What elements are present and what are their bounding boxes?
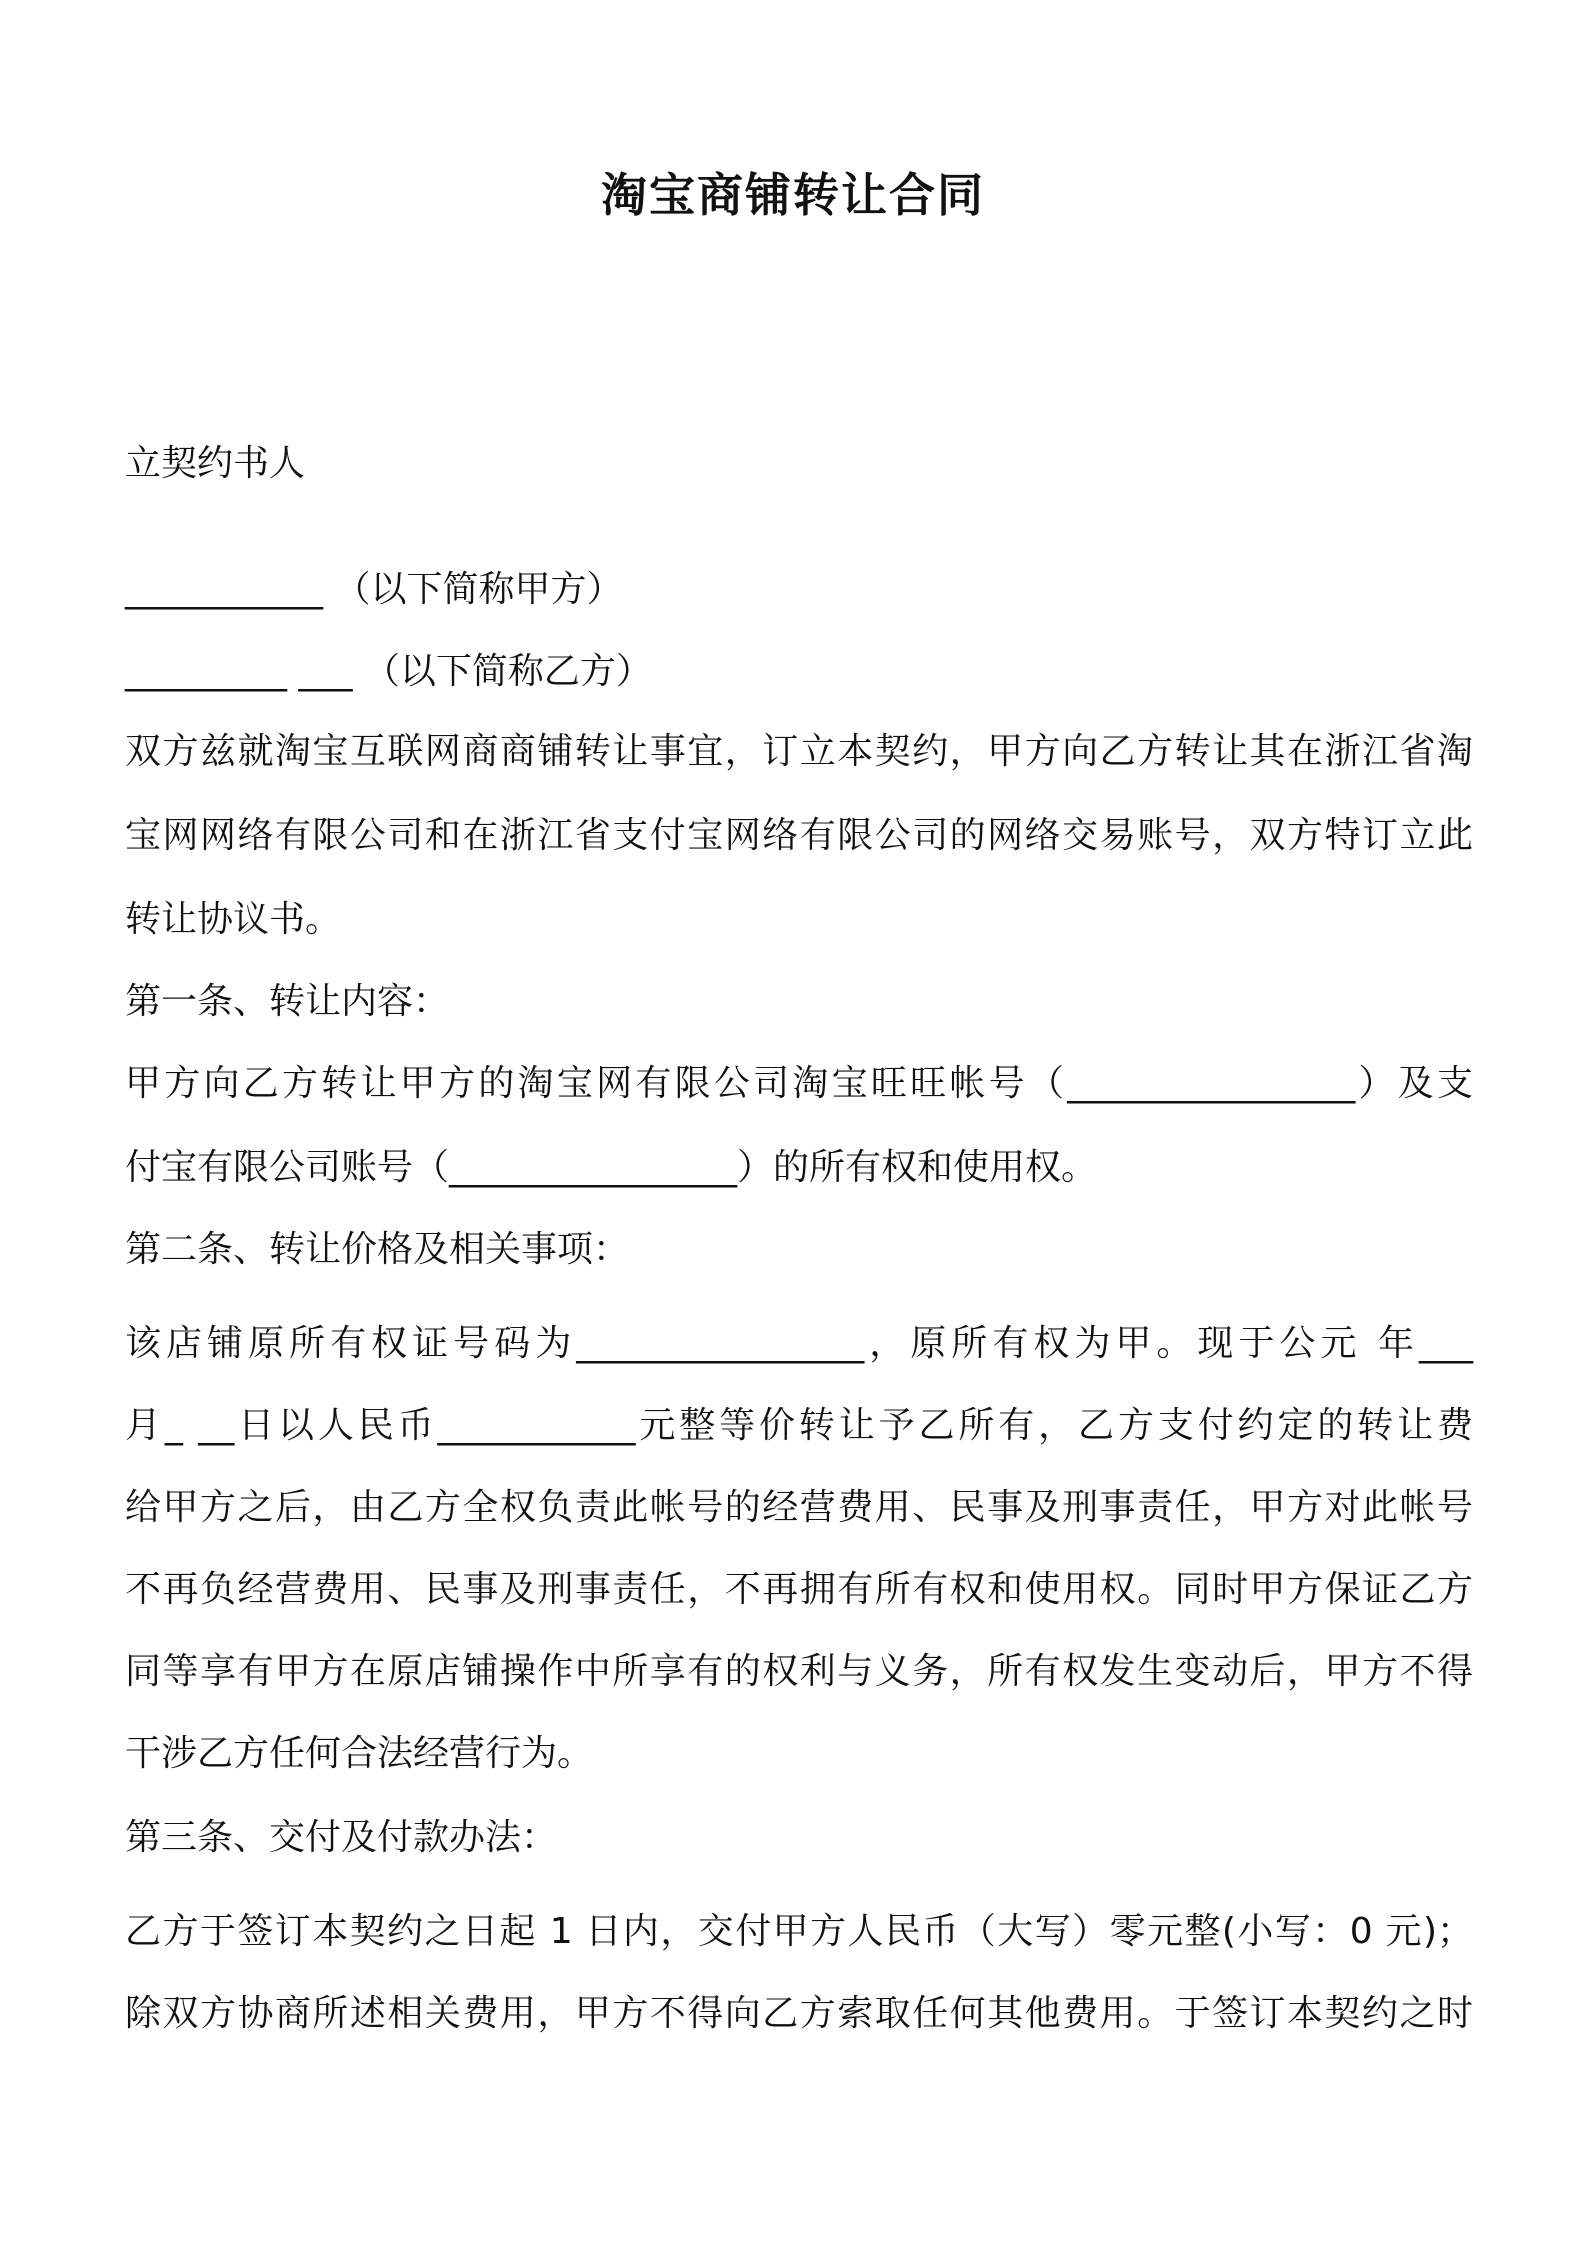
article2-line-3: 给甲方之后，由乙方全权负责此帐号的经营费用、民事及刑事责任，甲方对此帐号 (125, 1487, 1473, 1528)
article1-heading: 第一条、转让内容： (125, 981, 450, 1022)
intro-line-3: 转让协议书。 (125, 899, 342, 940)
article2-line-6: 干涉乙方任何合法经营行为。 (125, 1733, 594, 1774)
article2-heading: 第二条、转让价格及相关事项： (125, 1229, 630, 1270)
article2-line-1: 该店铺原所有权证号码为________________，原所有权为甲。现于公元 年___ (125, 1323, 1473, 1364)
article2-line-2: 月_ __日以人民币___________元整等价转让予乙所有，乙方支付约定的转让费 (125, 1405, 1473, 1446)
article1-line-1: 甲方向乙方转让甲方的淘宝网有限公司淘宝旺旺帐号（________________）及支 (125, 1063, 1473, 1104)
article2-line-4: 不再负经营费用、民事及刑事责任，不再拥有所有权和使用权。同时甲方保证乙方 (125, 1569, 1473, 1610)
document-title: 淘宝商铺转让合同 (601, 168, 985, 222)
article2-line-5: 同等享有甲方在原店铺操作中所享有的权利与义务，所有权发生变动后，甲方不得 (125, 1651, 1473, 1692)
party-b-line: _________ ___ （以下简称乙方） (125, 651, 652, 692)
article3-line-2: 除双方协商所述相关费用，甲方不得向乙方索取任何其他费用。于签订本契约之时 (125, 1993, 1473, 2034)
article1-line-2: 付宝有限公司账号（________________）的所有权和使用权。 (125, 1147, 1098, 1188)
intro-line-1: 双方兹就淘宝互联网商商铺转让事宜，订立本契约，甲方向乙方转让其在浙江省淘 (125, 731, 1473, 772)
party-a-line: ___________ （以下简称甲方） (125, 569, 623, 610)
article3-line-1: 乙方于签订本契约之日起 1 日内，交付甲方人民币（大写）零元整(小写：0 元)； (125, 1911, 1473, 1952)
intro-line-2: 宝网网络有限公司和在浙江省支付宝网络有限公司的网络交易账号，双方特订立此 (125, 815, 1473, 856)
party-header: 立契约书人 (125, 443, 306, 484)
article3-heading: 第三条、交付及付款办法： (125, 1817, 558, 1858)
